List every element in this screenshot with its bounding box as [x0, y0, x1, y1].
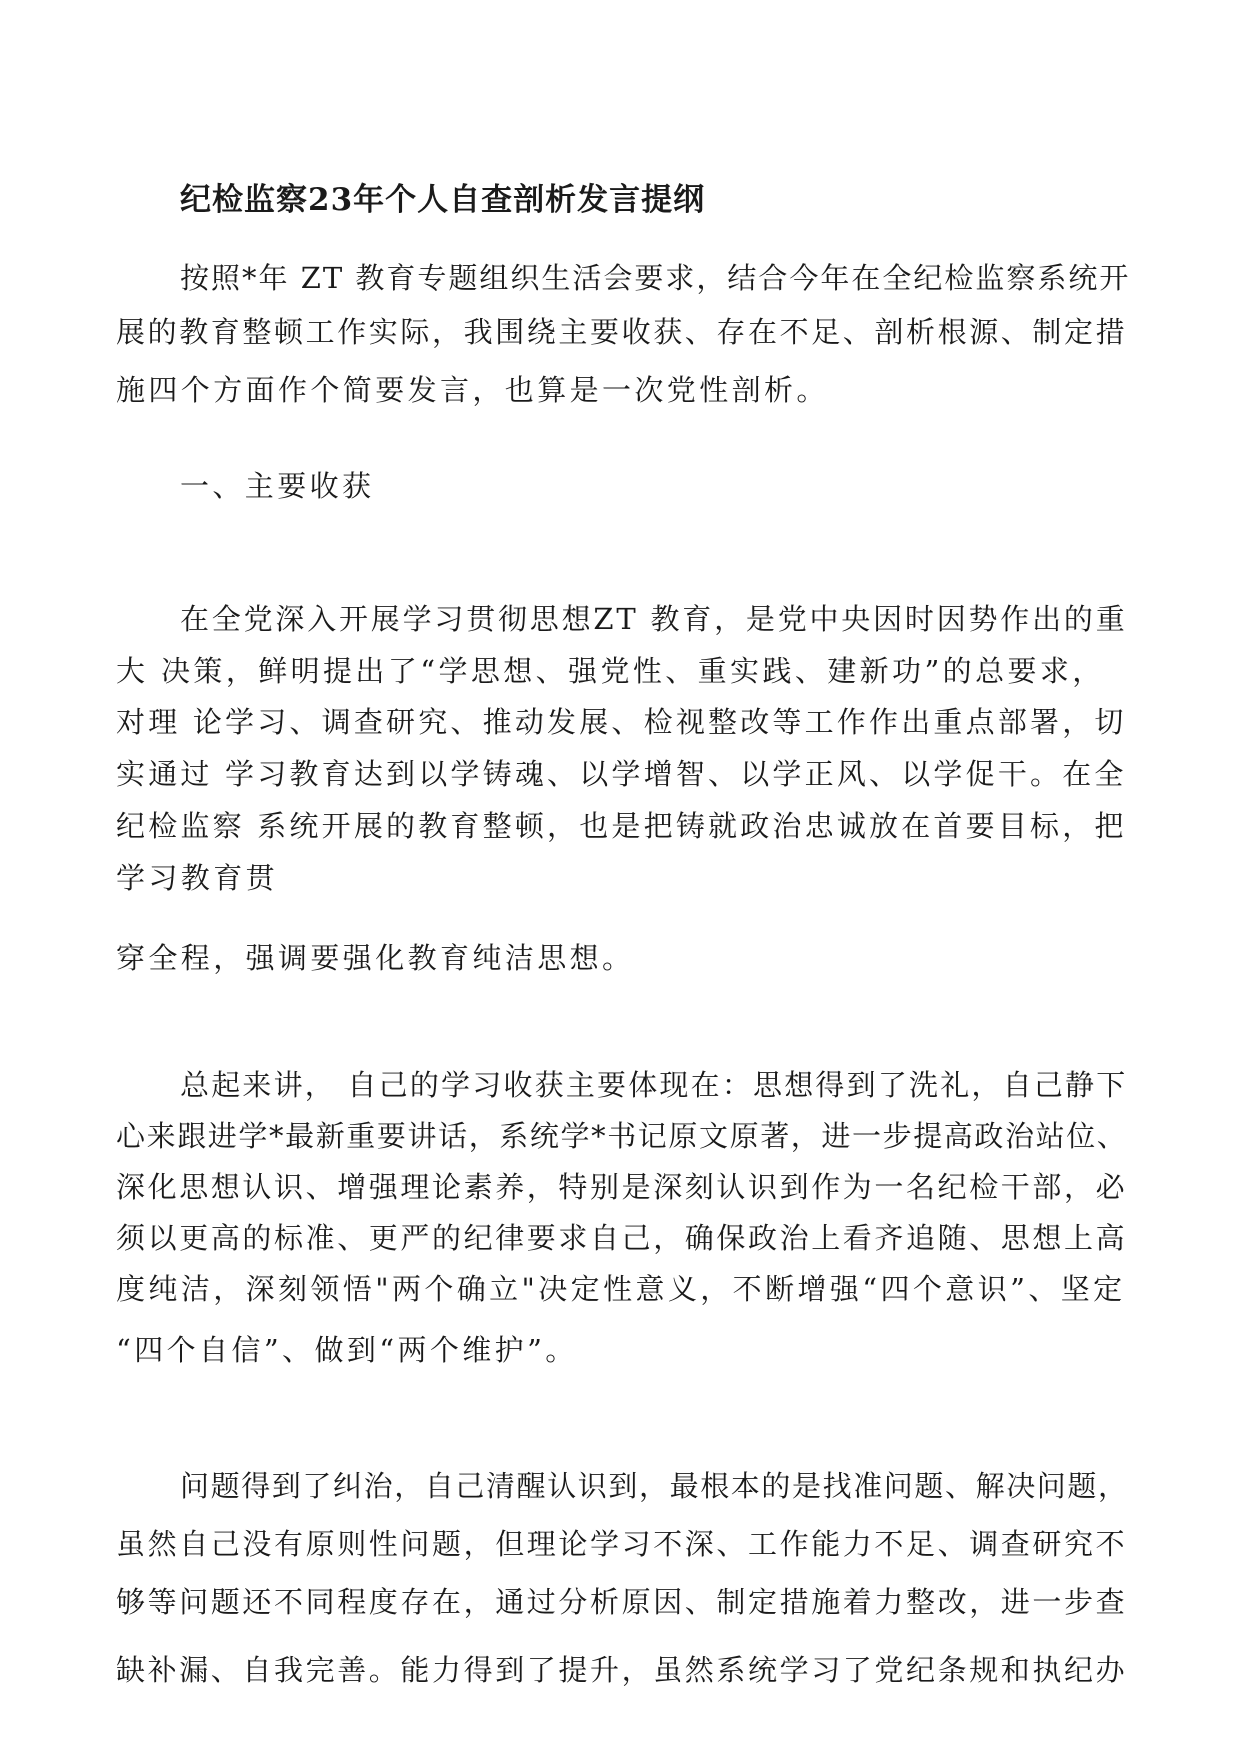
paragraph-line: 纪检监察 系统开展的教育整顿，也是把铸就政治忠诚放在首要目标，把 — [116, 809, 1127, 843]
paragraph-line: 学习教育贯 — [116, 861, 279, 895]
paragraph-line: 须以更高的标准、更严的纪律要求自己，确保政治上看齐追随、思想上高 — [116, 1221, 1128, 1255]
paragraph-line: 在全党深入开展学习贯彻思想ZT 教育，是党中央因时因势作出的重 — [180, 602, 1128, 636]
paragraph-line: “四个自信”、做到“两个维护”。 — [116, 1333, 578, 1367]
section-heading: 一、主要收获 — [180, 469, 375, 503]
document-title: 纪检监察23年个人自查剖析发言提纲 — [180, 182, 706, 218]
paragraph-line: 缺补漏、自我完善。能力得到了提升，虽然系统学习了党纪条规和执纪办 — [116, 1653, 1128, 1687]
paragraph-line: 够等问题还不同程度存在，通过分析原因、制定措施着力整改，进一步查 — [116, 1585, 1128, 1619]
paragraph-line: 问题得到了纠治，自己清醒认识到，最根本的是找准问题、解决问题， — [180, 1469, 1129, 1503]
paragraph-line: 按照*年 ZT 教育专题组织生活会要求，结合今年在全纪检监察系统开 — [180, 261, 1131, 295]
paragraph-line: 大 决策，鲜明提出了“学思想、强党性、重实践、建新功”的总要求， — [116, 654, 1105, 688]
paragraph-line: 展的教育整顿工作实际，我围绕主要收获、存在不足、剖析根源、制定措 — [116, 315, 1128, 349]
paragraph-line: 施四个方面作个简要发言，也算是一次党性剖析。 — [116, 373, 829, 407]
paragraph-line: 对理 论学习、调查研究、推动发展、检视整改等工作作出重点部署，切 — [116, 705, 1127, 739]
paragraph-line: 虽然自己没有原则性问题，但理论学习不深、工作能力不足、调查研究不 — [116, 1527, 1128, 1561]
paragraph-line: 度纯洁，深刻领悟"两个确立"决定性意义，不断增强“四个意识”、坚定 — [116, 1272, 1126, 1306]
paragraph-line: 实通过 学习教育达到以学铸魂、以学增智、以学正风、以学促干。在全 — [116, 757, 1127, 791]
paragraph-line: 心来跟进学*最新重要讲话，系统学*书记原文原著，进一步提高政治站位、 — [116, 1119, 1128, 1153]
paragraph-line: 穿全程，强调要强化教育纯洁思想。 — [116, 941, 635, 975]
paragraph-line: 深化思想认识、增强理论素养，特别是深刻认识到作为一名纪检干部，必 — [116, 1170, 1128, 1204]
paragraph-line: 总起来讲， 自己的学习收获主要体现在：思想得到了洗礼，自己静下 — [180, 1068, 1128, 1102]
